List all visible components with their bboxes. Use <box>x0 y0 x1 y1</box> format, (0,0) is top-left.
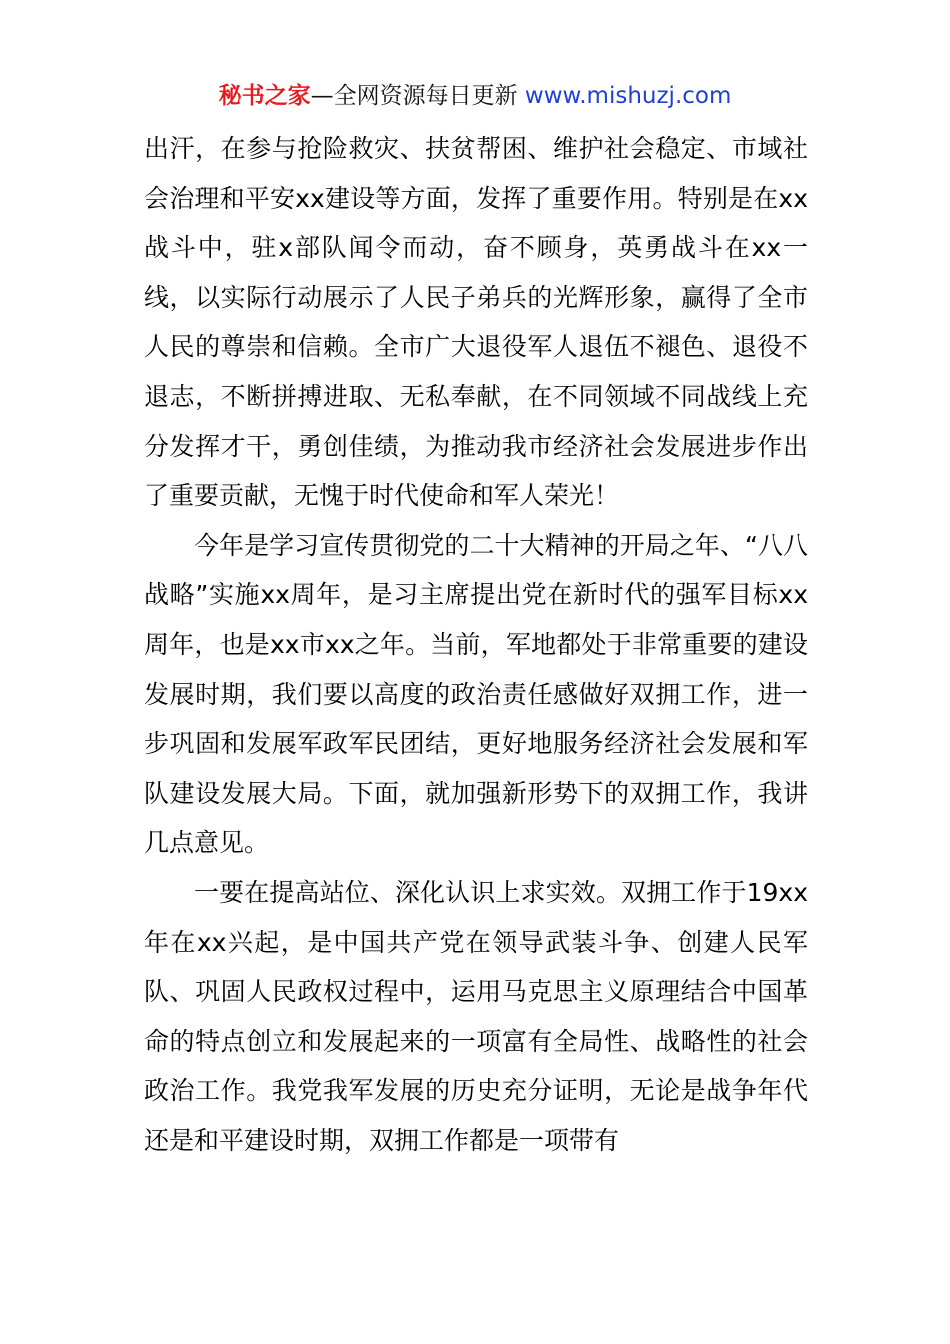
paragraph: 一要在提高站位、深化认识上求实效。双拥工作于19xx年在xx兴起，是中国共产党在领导武装斗争、创建人民军队、巩固人民政权过程中，运用马克思主义原理结合中国革命的特点创立和发展起来的一项富有全局性、战略性的社会政治工作。我党我军发展的历史充分证明，无论是战争年代还是和平建设时期，双拥工作都是一项带有 <box>144 877 808 1155</box>
document-body <box>144 124 808 1165</box>
site-url-link[interactable]: www.mishuzj.com <box>524 83 732 109</box>
page-header <box>0 80 950 112</box>
site-tagline: —全网资源每日更新 <box>310 83 525 109</box>
site-brand: 秘书之家 <box>218 83 311 109</box>
paragraph: 今年是学习宣传贯彻党的二十大精神的开局之年、“八八战略”实施xx周年，是习主席提出党在新时代的强军目标xx周年，也是xx市xx之年。当前，军地都处于非常重要的建设发展时期，我们要以高度的政治责任感做好双拥工作，进一步巩固和发展军政军民团结，更好地服务经济社会发展和军队建设发展大局。下面，就加强新形势下的双拥工作，我讲几点意见。 <box>144 530 808 858</box>
paragraph: 出汗，在参与抢险救灾、扶贫帮困、维护社会稳定、市域社会治理和平安xx建设等方面，发挥了重要作用。特别是在xx战斗中，驻x部队闻令而动，奋不顾身，英勇战斗在xx一线，以实际行动展示了人民子弟兵的光辉形象，赢得了全市人民的尊崇和信赖。全市广大退役军人退伍不褪色、退役不退志，不断拼搏进取、无私奉献，在不同领域不同战线上充分发挥才干，勇创佳绩，为推动我市经济社会发展进步作出了重要贡献，无愧于时代使命和军人荣光！ <box>144 134 808 511</box>
